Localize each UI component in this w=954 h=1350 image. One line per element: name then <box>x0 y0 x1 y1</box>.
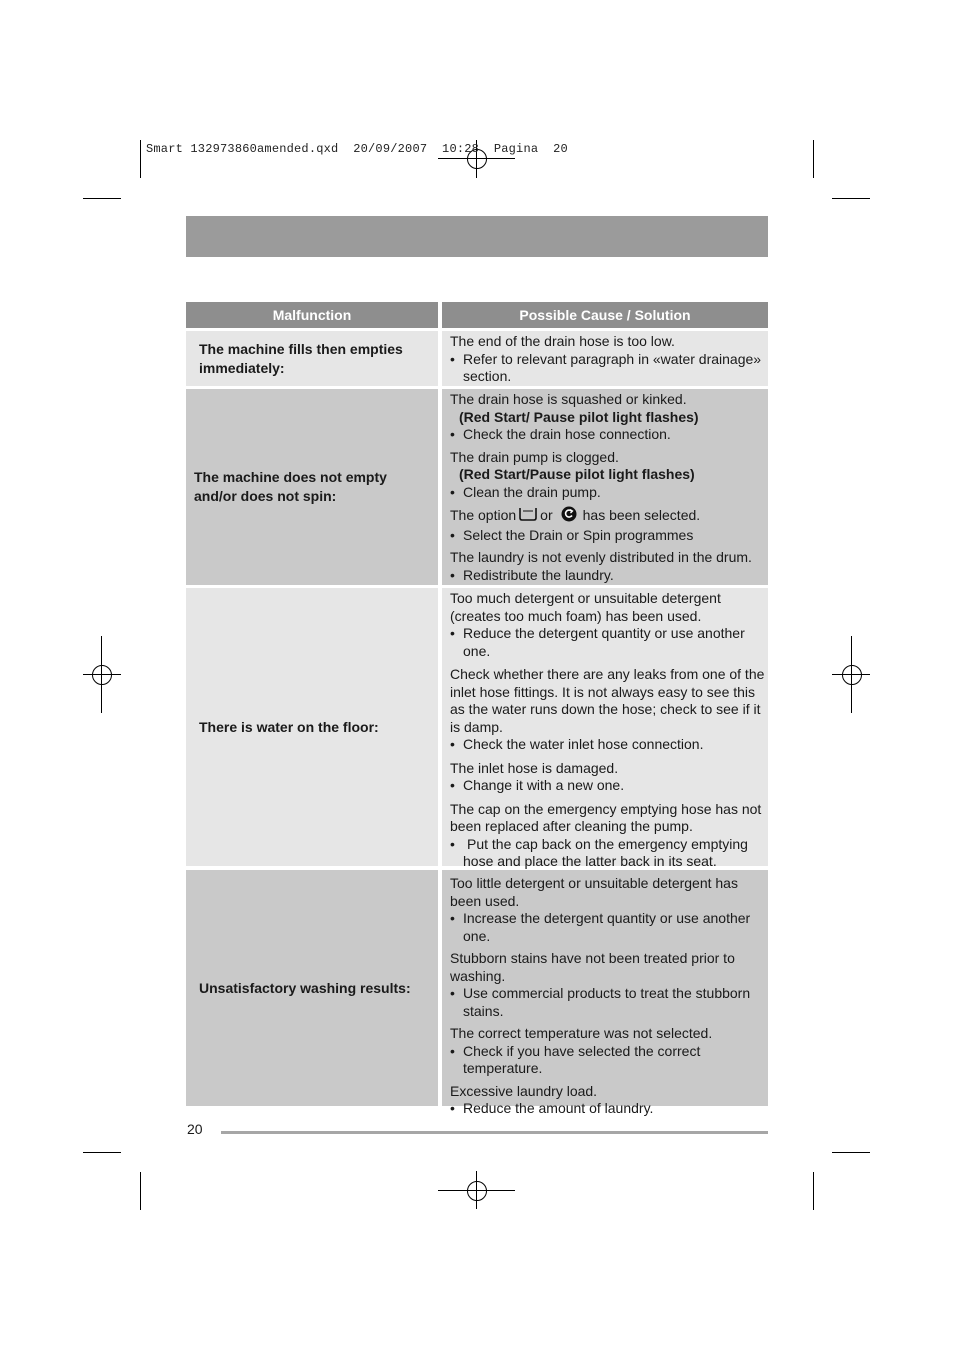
solution-text: Check the water inlet hose connection. <box>463 736 704 752</box>
cause-text: The drain hose is squashed or kinked. <box>450 391 687 407</box>
cause-text: The drain pump is clogged. <box>450 448 619 465</box>
solution-text: Refer to relevant paragraph in «water drainage» section. <box>463 350 762 384</box>
solution-item <box>450 736 766 754</box>
cause-text: The end of the drain hose is too low. <box>450 333 675 349</box>
bullet: • <box>450 1042 455 1059</box>
malfunction-cell <box>186 389 438 585</box>
cause-cell <box>442 588 768 869</box>
cause-cell <box>442 331 768 386</box>
cause-text: or <box>540 506 553 523</box>
solution-text: Reduce the detergent quantity or use another one. <box>463 625 745 659</box>
cause-text: has been selected. <box>582 506 701 523</box>
cause-text: Excessive laundry load. <box>450 1082 598 1099</box>
solution-item <box>450 351 766 386</box>
bullet: • <box>450 985 455 1001</box>
solution-text: Redistribute the laundry. <box>463 566 614 583</box>
cause-text: Stubborn stains have not been treated prior to washing. <box>450 950 735 984</box>
solution-item <box>450 985 768 1020</box>
crop-mark <box>813 1172 814 1210</box>
solution-text: Clean the drain pump. <box>463 483 601 500</box>
registration-circle <box>842 665 862 685</box>
crop-mark <box>83 198 121 199</box>
registration-circle <box>92 665 112 685</box>
bullet: • <box>450 835 455 852</box>
solution-item <box>450 910 768 945</box>
registration-circle <box>467 1181 487 1201</box>
cause-text: The cap on the emergency emptying hose has not been replaced after cleaning the pump. <box>450 800 762 834</box>
cause-text: Too much detergent or unsuitable detergent (creates too much foam) has been used. <box>450 590 721 624</box>
crop-mark <box>813 140 814 178</box>
malfunction-text: There is water on the floor: <box>199 718 379 735</box>
cause-cell <box>442 389 768 585</box>
solution-item <box>450 567 766 585</box>
bullet: • <box>450 566 455 583</box>
bullet: • <box>450 426 455 442</box>
bullet: • <box>450 483 455 500</box>
option-line <box>450 506 766 527</box>
solution-text: Put the cap back on the emergency emptying hose and place the latter back in its seat. <box>463 835 748 869</box>
bullet: • <box>450 1100 455 1116</box>
malfunction-text: The machine fills then empties immediately: <box>199 340 403 376</box>
print-slug: Smart 132973860amended.qxd 20/09/2007 10:28 Pagina 20 <box>146 142 568 156</box>
section-banner <box>186 216 768 257</box>
malfunction-cell <box>186 331 438 386</box>
bullet: • <box>450 526 455 543</box>
column-header-cause: Possible Cause / Solution <box>442 302 768 328</box>
bullet: • <box>450 350 455 367</box>
cause-text: The correct temperature was not selected. <box>450 1025 713 1041</box>
drain-tub-icon <box>519 507 537 526</box>
cause-cell <box>442 870 768 1116</box>
crop-mark <box>832 198 870 199</box>
crop-mark <box>140 1172 141 1210</box>
solution-text: Select the Drain or Spin programmes <box>463 526 694 543</box>
bullet: • <box>450 910 455 926</box>
malfunction-text: The machine does not empty and/or does not spin: <box>194 469 387 504</box>
cause-text: Check whether there are any leaks from one of the inlet hose fittings. It is not always easy to see this as the water runs down the hose; check to see if it is damp. <box>450 666 765 735</box>
crop-mark <box>832 1152 870 1153</box>
solution-text: Reduce the amount of laundry. <box>463 1100 654 1116</box>
crop-mark <box>140 140 141 178</box>
solution-text: Use commercial products to treat the stubborn stains. <box>463 985 751 1019</box>
spin-icon <box>561 506 577 527</box>
solution-item <box>450 1043 768 1078</box>
solution-text: Change it with a new one. <box>463 777 625 793</box>
bullet: • <box>450 736 455 752</box>
crop-mark <box>83 1152 121 1153</box>
solution-item <box>450 777 766 795</box>
footer-rule <box>221 1131 768 1134</box>
malfunction-cell <box>186 588 438 866</box>
cause-text: The laundry is not evenly distributed in the drum. <box>450 549 752 565</box>
column-header-malfunction: Malfunction <box>186 302 438 328</box>
malfunction-text: Unsatisfactory washing results: <box>199 979 411 996</box>
pilot-light-note: (Red Start/ Pause pilot light flashes) <box>459 408 699 425</box>
cause-text: The option <box>450 506 517 523</box>
solution-item <box>450 484 766 502</box>
solution-text: Check the drain hose connection. <box>463 426 671 442</box>
solution-item <box>450 426 766 444</box>
bullet: • <box>450 777 455 793</box>
cause-text: The inlet hose is damaged. <box>450 759 619 776</box>
malfunction-cell <box>186 870 438 1106</box>
solution-item <box>450 1100 768 1118</box>
page-number: 20 <box>187 1121 203 1137</box>
bullet: • <box>450 625 455 641</box>
solution-item <box>450 527 766 545</box>
solution-item <box>450 625 766 660</box>
pilot-light-note: (Red Start/Pause pilot light flashes) <box>459 466 695 482</box>
solution-item <box>450 836 766 871</box>
solution-text: Check if you have selected the correct temperature. <box>463 1042 701 1076</box>
solution-text: Increase the detergent quantity or use another one. <box>463 910 751 944</box>
cause-text: Too little detergent or unsuitable detergent has been used. <box>450 875 738 909</box>
